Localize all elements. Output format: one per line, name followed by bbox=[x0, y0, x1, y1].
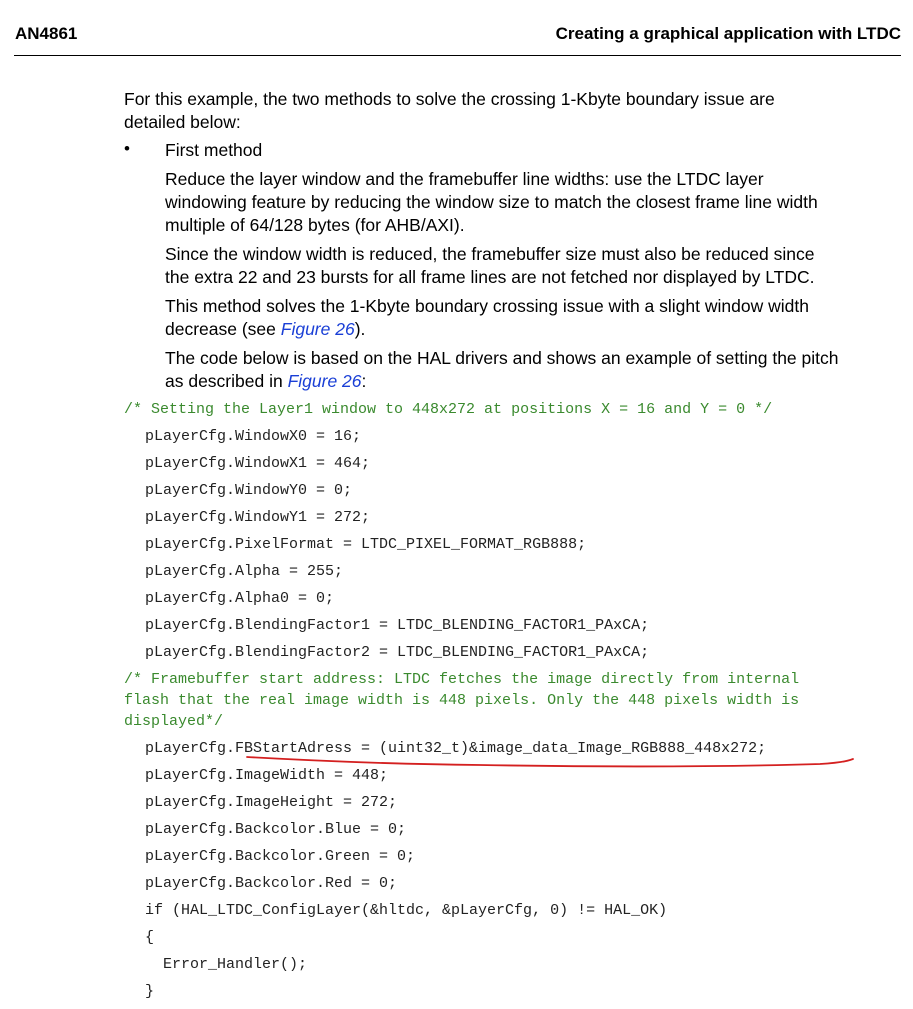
code-line: pLayerCfg.ImageHeight = 272; bbox=[145, 794, 398, 811]
code-line: { bbox=[145, 929, 155, 946]
code-line: pLayerCfg.Backcolor.Red = 0; bbox=[145, 875, 398, 892]
intro-line-1: For this example, the two methods to solve the crossing 1-Kbyte boundary issue are bbox=[124, 89, 775, 109]
figure-26-link[interactable]: Figure 26 bbox=[280, 319, 355, 339]
code-comment-framebuffer: /* Framebuffer start address: LTDC fetches the image directly from internal bbox=[124, 671, 800, 688]
paragraph-4-text-end: : bbox=[361, 371, 367, 391]
paragraph-1-line-1: Reduce the layer window and the framebuffer line widths: use the LTDC layer bbox=[165, 169, 764, 189]
paragraph-3-text-end: ). bbox=[354, 319, 366, 339]
code-line: pLayerCfg.WindowX1 = 464; bbox=[145, 455, 371, 472]
code-line: pLayerCfg.WindowX0 = 16; bbox=[145, 428, 362, 445]
section-title: Creating a graphical application with LTDC bbox=[555, 24, 901, 43]
code-line-fbstartaddress: pLayerCfg.FBStartAdress = (uint32_t)&image_data_Image_RGB888_448x272; bbox=[145, 740, 767, 757]
paragraph-1-line-2: windowing feature by reducing the window size to match the closest frame line width bbox=[165, 192, 818, 212]
code-line: pLayerCfg.WindowY1 = 272; bbox=[145, 509, 371, 526]
paragraph-3-line-1: This method solves the 1-Kbyte boundary crossing issue with a slight window width bbox=[165, 296, 809, 316]
paragraph-3-text: decrease (see bbox=[165, 319, 281, 339]
paragraph-4-text: as described in bbox=[165, 371, 288, 391]
code-line: Error_Handler(); bbox=[145, 956, 308, 973]
code-comment-framebuffer: flash that the real image width is 448 pixels. Only the 448 pixels width is bbox=[124, 692, 800, 709]
code-line: pLayerCfg.BlendingFactor1 = LTDC_BLENDING_FACTOR1_PAxCA; bbox=[145, 617, 650, 634]
paragraph-2-line-2: the extra 22 and 23 bursts for all frame lines are not fetched nor displayed by LTDC. bbox=[165, 267, 815, 287]
document-id: AN4861 bbox=[15, 24, 78, 43]
intro-line-2: detailed below: bbox=[124, 112, 241, 132]
code-line: pLayerCfg.Backcolor.Blue = 0; bbox=[145, 821, 407, 838]
code-line: if (HAL_LTDC_ConfigLayer(&hltdc, &pLayerCfg, 0) != HAL_OK) bbox=[145, 902, 668, 919]
code-line: pLayerCfg.ImageWidth = 448; bbox=[145, 767, 389, 784]
figure-26-link-2[interactable]: Figure 26 bbox=[287, 371, 362, 391]
code-comment-framebuffer: displayed*/ bbox=[124, 713, 224, 730]
code-line: pLayerCfg.WindowY0 = 0; bbox=[145, 482, 353, 499]
code-comment-window: /* Setting the Layer1 window to 448x272 at positions X = 16 and Y = 0 */ bbox=[124, 401, 773, 418]
code-line: pLayerCfg.BlendingFactor2 = LTDC_BLENDING_FACTOR1_PAxCA; bbox=[145, 644, 650, 661]
code-line: pLayerCfg.Alpha = 255; bbox=[145, 563, 344, 580]
code-line: pLayerCfg.Backcolor.Green = 0; bbox=[145, 848, 416, 865]
code-line: } bbox=[145, 983, 155, 1000]
bullet-title: First method bbox=[165, 140, 263, 160]
code-line: pLayerCfg.Alpha0 = 0; bbox=[145, 590, 335, 607]
paragraph-1-line-3: multiple of 64/128 bytes (for AHB/AXI). bbox=[165, 215, 465, 235]
code-line: pLayerCfg.PixelFormat = LTDC_PIXEL_FORMAT_RGB888; bbox=[145, 536, 587, 553]
bullet-icon: • bbox=[124, 139, 130, 158]
paragraph-4-line-1: The code below is based on the HAL drivers and shows an example of setting the pitch bbox=[165, 348, 839, 368]
paragraph-2-line-1: Since the window width is reduced, the framebuffer size must also be reduced since bbox=[165, 244, 815, 264]
